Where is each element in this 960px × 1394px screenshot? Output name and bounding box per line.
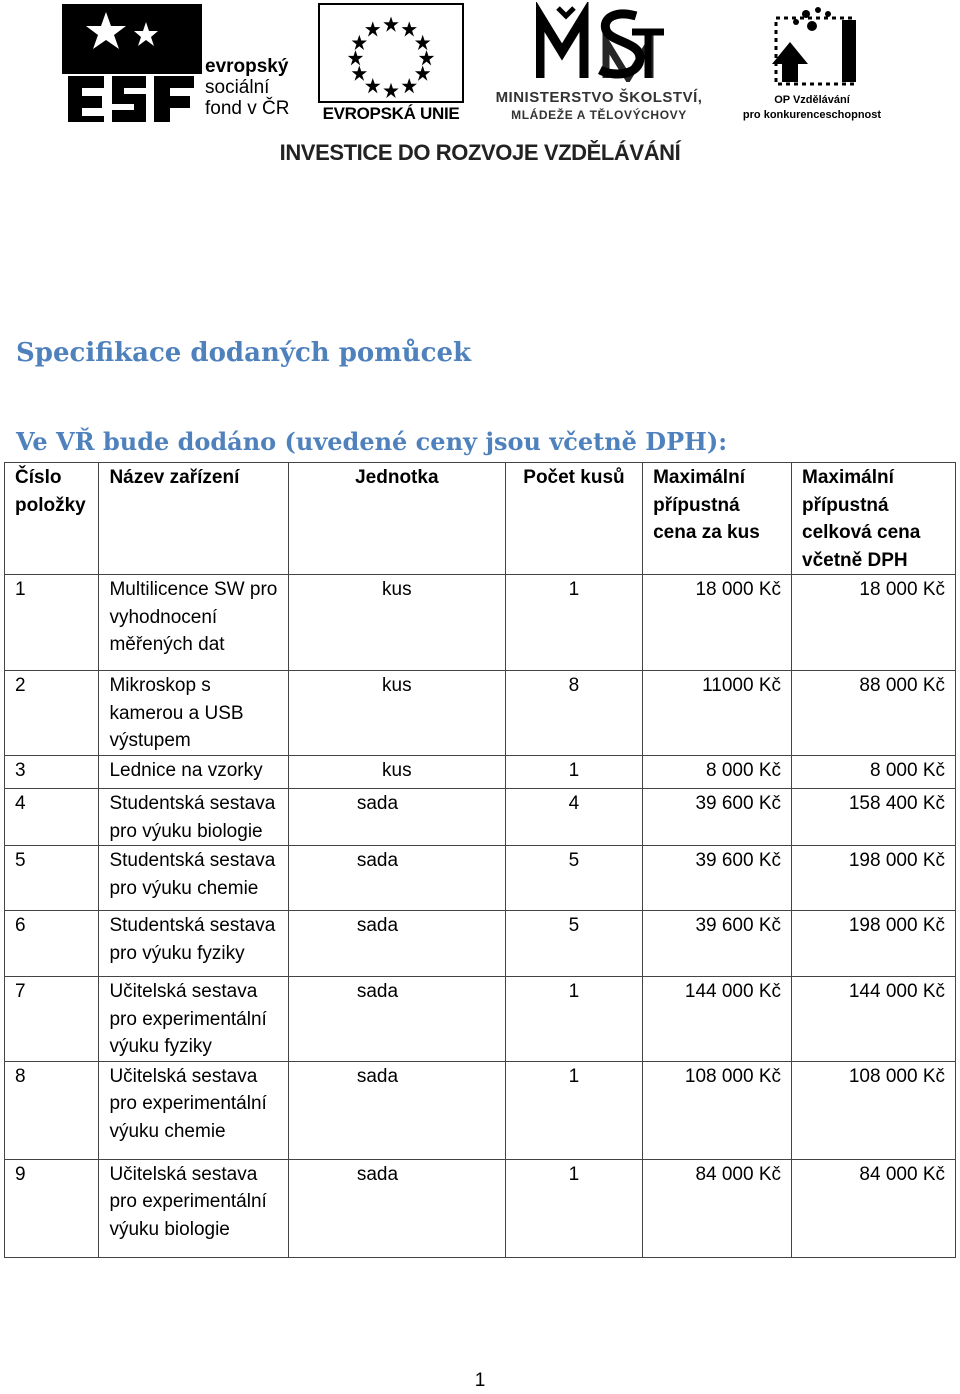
row-total-price: 198 000 Kč — [792, 846, 956, 911]
row-quantity: 5 — [505, 846, 642, 911]
row-name: Učitelská sestava pro experimentální výuku fyziky — [99, 977, 288, 1062]
row-total-price: 158 400 Kč — [792, 789, 956, 846]
header-total-price: Maximální přípustná celková cena včetně DPH — [792, 463, 956, 575]
row-quantity: 4 — [505, 789, 642, 846]
table-row — [5, 911, 956, 977]
row-total-price: 198 000 Kč — [792, 911, 956, 977]
row-name: Učitelská sestava pro experimentální výuku chemie — [99, 1061, 288, 1159]
row-quantity: 1 — [505, 756, 642, 789]
row-number: 4 — [5, 789, 99, 846]
row-unit-price: 11000 Kč — [643, 671, 792, 756]
msmt-wordmark-line2: MLÁDEŽE A TĚLOVÝCHOVY — [511, 108, 687, 122]
document-subtitle: Ve VŘ bude dodáno (uvedené ceny jsou včetně DPH): — [16, 427, 728, 456]
row-name: Studentská sestava pro výuku fyziky — [99, 911, 288, 977]
investice-slogan: INVESTICE DO ROZVOJE VZDĚLÁVÁNÍ — [279, 140, 681, 165]
op-wordmark-line2: pro konkurenceschopnost — [742, 109, 882, 121]
row-number: 3 — [5, 756, 99, 789]
row-quantity: 1 — [505, 977, 642, 1062]
row-name: Učitelská sestava pro experimentální výuku biologie — [99, 1159, 288, 1257]
page-number: 1 — [474, 1370, 486, 1391]
table-row — [5, 756, 956, 789]
row-unit: sada — [288, 846, 505, 911]
row-unit: sada — [288, 1061, 505, 1159]
esf-wordmark: evropský sociální fond v ČR — [205, 56, 290, 119]
row-quantity: 5 — [505, 911, 642, 977]
row-name: Lednice na vzorky — [99, 756, 288, 789]
op-wordmark-line1: OP Vzdělávání — [774, 94, 850, 106]
row-unit-price: 39 600 Kč — [643, 789, 792, 846]
esf-mark-icon — [62, 4, 202, 122]
row-unit: sada — [288, 977, 505, 1062]
row-unit: sada — [288, 1159, 505, 1257]
row-unit: sada — [288, 789, 505, 846]
eu-wordmark: EVROPSKÁ UNIE — [322, 104, 460, 123]
row-unit-price: 18 000 Kč — [643, 575, 792, 671]
table-row — [5, 1061, 956, 1159]
table-row — [5, 846, 956, 911]
table-row — [5, 1159, 956, 1257]
row-total-price: 108 000 Kč — [792, 1061, 956, 1159]
row-quantity: 1 — [505, 1159, 642, 1257]
row-unit-price: 39 600 Kč — [643, 911, 792, 977]
row-total-price: 88 000 Kč — [792, 671, 956, 756]
logo-strip — [0, 0, 960, 175]
specification-table — [4, 462, 956, 1258]
table-row — [5, 575, 956, 671]
esf-logo — [62, 4, 302, 122]
header-quantity: Počet kusů — [505, 463, 642, 575]
row-total-price: 144 000 Kč — [792, 977, 956, 1062]
row-number: 1 — [5, 575, 99, 671]
header-number: Číslo položky — [5, 463, 99, 575]
row-total-price: 18 000 Kč — [792, 575, 956, 671]
row-unit: kus — [288, 671, 505, 756]
op-logo — [732, 4, 892, 126]
header-unit-price: Maximální přípustná cena za kus — [643, 463, 792, 575]
row-quantity: 8 — [505, 671, 642, 756]
msmt-logo — [474, 2, 724, 124]
row-number: 9 — [5, 1159, 99, 1257]
row-name: Studentská sestava pro výuku chemie — [99, 846, 288, 911]
op-mark-icon — [762, 4, 862, 90]
row-unit: kus — [288, 575, 505, 671]
table-header-row — [5, 463, 956, 575]
eu-flag-icon — [318, 3, 464, 103]
row-quantity: 1 — [505, 1061, 642, 1159]
row-number: 6 — [5, 911, 99, 977]
row-quantity: 1 — [505, 575, 642, 671]
row-unit: kus — [288, 756, 505, 789]
header-unit: Jednotka — [288, 463, 505, 575]
row-name: Studentská sestava pro výuku biologie — [99, 789, 288, 846]
row-unit-price: 8 000 Kč — [643, 756, 792, 789]
row-number: 7 — [5, 977, 99, 1062]
row-unit-price: 144 000 Kč — [643, 977, 792, 1062]
document-title: Specifikace dodaných pomůcek — [16, 338, 472, 368]
row-number: 8 — [5, 1061, 99, 1159]
row-name: Mikroskop s kamerou a USB výstupem — [99, 671, 288, 756]
row-unit-price: 39 600 Kč — [643, 846, 792, 911]
eu-logo — [318, 3, 464, 125]
header-name: Název zařízení — [99, 463, 288, 575]
msmt-wordmark-line1: MINISTERSTVO ŠKOLSTVÍ, — [495, 89, 703, 106]
row-total-price: 84 000 Kč — [792, 1159, 956, 1257]
table-row — [5, 977, 956, 1062]
row-number: 2 — [5, 671, 99, 756]
row-number: 5 — [5, 846, 99, 911]
table-row — [5, 671, 956, 756]
row-unit: sada — [288, 911, 505, 977]
msmt-mark-icon — [536, 2, 666, 82]
row-name: Multilicence SW pro vyhodnocení měřených dat — [99, 575, 288, 671]
row-unit-price: 108 000 Kč — [643, 1061, 792, 1159]
table-row — [5, 789, 956, 846]
row-unit-price: 84 000 Kč — [643, 1159, 792, 1257]
row-total-price: 8 000 Kč — [792, 756, 956, 789]
